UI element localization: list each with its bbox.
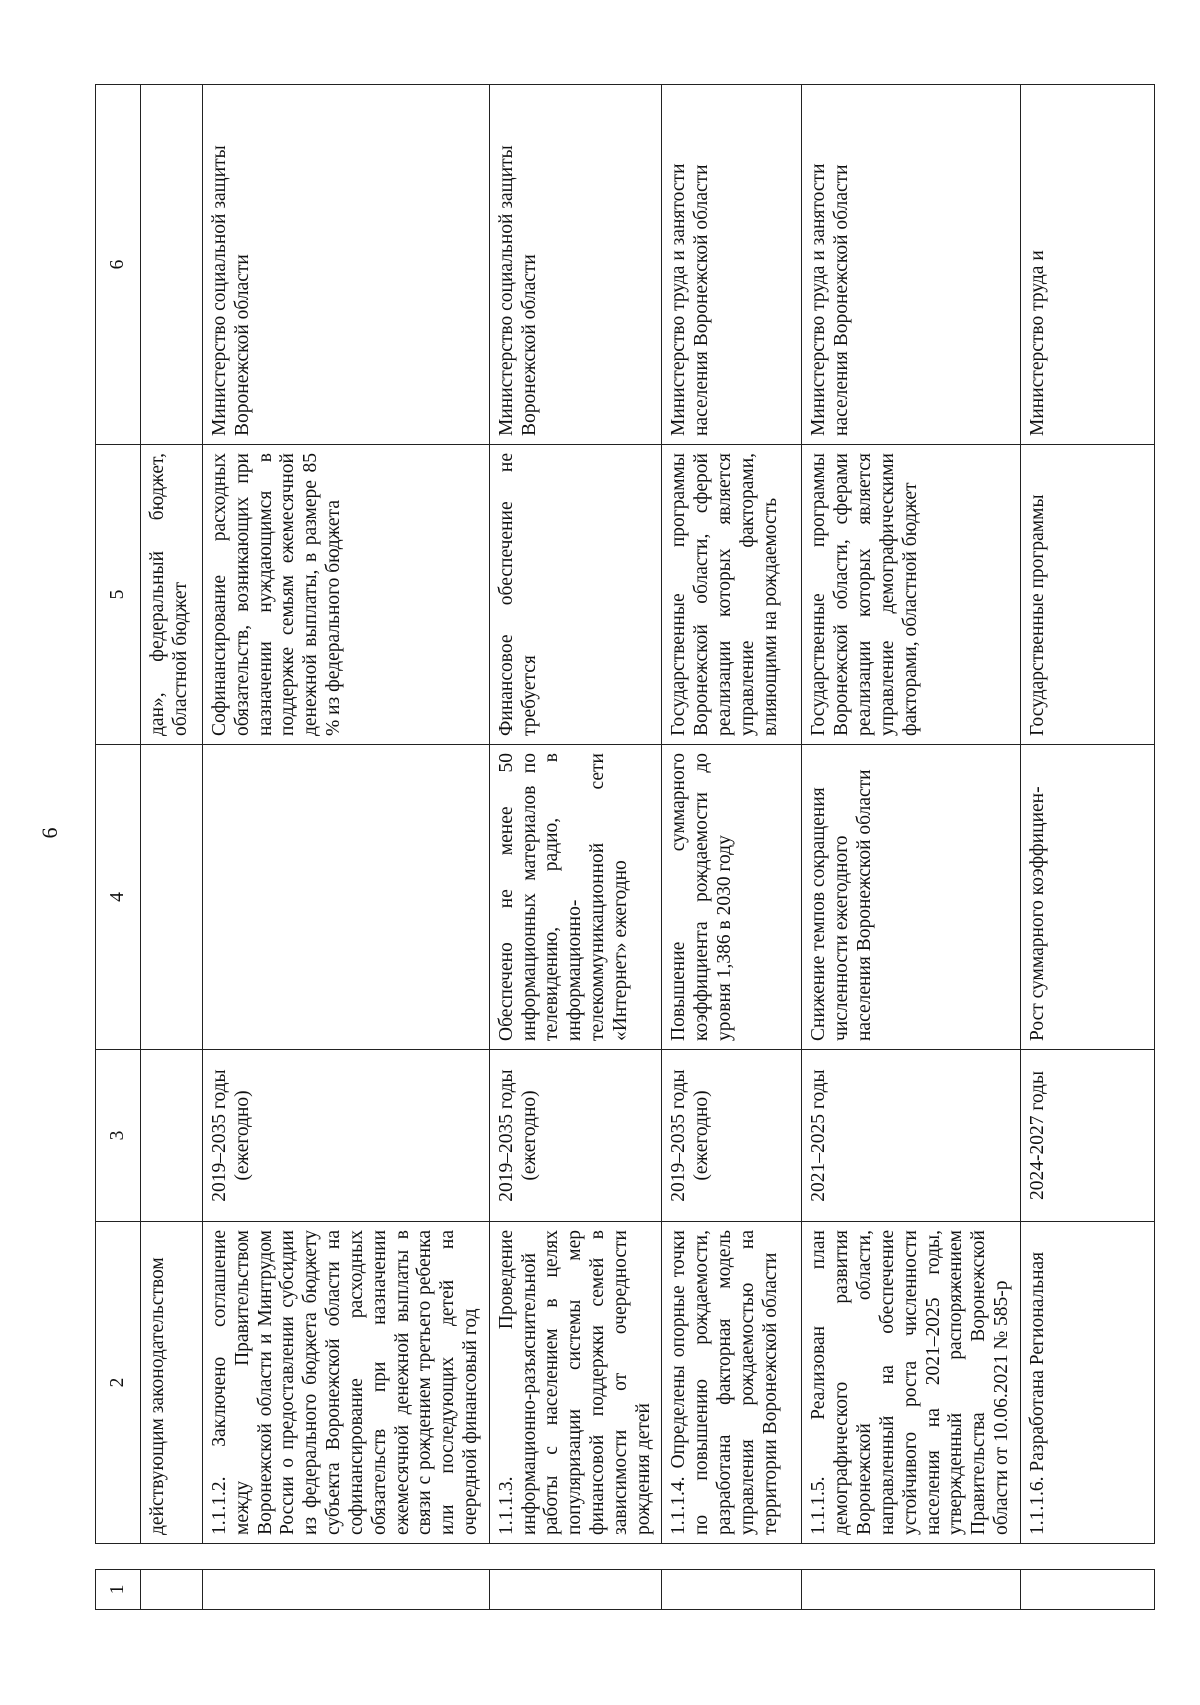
table-cell: Повышение суммарного коэффициента рождаемости до уровня 1,386 в 2030 году — [662, 745, 802, 1050]
header-col-3: 3 — [96, 1050, 141, 1222]
rotated-page-content — [95, 85, 1155, 1610]
gap-col — [96, 1544, 141, 1570]
table-cell: 1.1.1.4. Определены опорные точки по повышению рождаемости, разработана факторная модель управления рождаемостью на территории Воронежской области — [662, 1222, 802, 1544]
table-cell: 2024-2027 годы — [1020, 1050, 1154, 1222]
gap-col — [1020, 1544, 1154, 1570]
gap-col — [489, 1544, 662, 1570]
table-cell: 1.1.1.6. Разработана Региональная — [1020, 1222, 1154, 1544]
table-row — [802, 85, 1020, 1610]
table-cell: Министерство социальной защиты Воронежской области — [489, 85, 662, 445]
header-col-4: 4 — [96, 745, 141, 1050]
table-cell — [141, 1570, 203, 1610]
header-col-5: 5 — [96, 445, 141, 745]
table-cell: 2019–2035 годы (ежегодно) — [489, 1050, 662, 1222]
table-cell: Финансовое обеспечение не требуется — [489, 445, 662, 745]
table-cell — [489, 1570, 662, 1610]
table-cell: 2019–2035 годы (ежегодно) — [662, 1050, 802, 1222]
table-row — [1020, 85, 1154, 1610]
table-cell: 1.1.1.3. Проведение информационно-разъяснительной работы с населением в целях популяризации системы мер финансовой поддержки семей в зависимости от очередности рождения детей — [489, 1222, 662, 1544]
table-cell — [203, 1570, 490, 1610]
header-col-2: 2 — [96, 1222, 141, 1544]
table-cell: дан», федеральный бюджет, областной бюджет — [141, 445, 203, 745]
gap-col — [203, 1544, 490, 1570]
table-cell: 1.1.1.5. Реализован план демографического развития Воронежской области, направленный на обеспечение устойчивого роста численности населения на 2021–2025 годы, утвержденный распоряжением Правительства Воронежской области от 10.06.2021 № 585-р — [802, 1222, 1020, 1544]
table-cell: Снижение темпов сокращения численности ежегодного населения Воронежской области — [802, 745, 1020, 1050]
table-cell: 2021–2025 годы — [802, 1050, 1020, 1222]
table-cell: Министерство социальной защиты Воронежской области — [203, 85, 490, 445]
table-row — [662, 85, 802, 1610]
table-cell: Министерство труда и занятости населения Воронежской области — [802, 85, 1020, 445]
table-cell: Министерство труда и занятости населения Воронежской области — [662, 85, 802, 445]
table-cell — [802, 1570, 1020, 1610]
header-col-6: 6 — [96, 85, 141, 445]
page-number: 6 — [37, 827, 62, 839]
table-row — [141, 85, 203, 1610]
table-cell — [1020, 1570, 1154, 1610]
plan-table — [95, 84, 1155, 1610]
table-cell — [662, 1570, 802, 1610]
table-cell: Государственные программы Воронежской области, сферой реализации которых является управление факторами, влияющими на рождаемость — [662, 445, 802, 745]
table-cell: 2019–2035 годы (ежегодно) — [203, 1050, 490, 1222]
table-cell: Софинансирование расходных обязательств, возникающих при назначении нуждающимся в поддержке семьям ежемесячной денежной выплаты, в размере 85 % из федерального бюджета — [203, 445, 490, 745]
table-row — [489, 85, 662, 1610]
table-cell — [203, 745, 490, 1050]
table-cell: действующим законодательством — [141, 1222, 203, 1544]
header-row — [96, 85, 141, 1610]
table-cell: Государственные программы — [1020, 445, 1154, 745]
table-cell — [141, 1050, 203, 1222]
table-cell — [141, 745, 203, 1050]
gap-col — [662, 1544, 802, 1570]
table-cell: Государственные программы Воронежской области, сферами реализации которых является управление демографическими факторами, областной бюджет — [802, 445, 1020, 745]
table-cell — [141, 85, 203, 445]
gap-col — [802, 1544, 1020, 1570]
header-col-1: 1 — [96, 1570, 141, 1610]
gap-col — [141, 1544, 203, 1570]
table-cell: Министерство труда и — [1020, 85, 1154, 445]
table-row — [203, 85, 490, 1610]
table-cell: Рост суммарного коэффициен- — [1020, 745, 1154, 1050]
table-cell: Обеспечено не менее 50 информационных материалов по телевидению, радио, в информационно-телекоммуникационной сети «Интернет» ежегодно — [489, 745, 662, 1050]
table-cell: 1.1.1.2. Заключено соглашение между Правительством Воронежской области и Минтрудом России о предоставлении субсидии из федерального бюджета бюджету субъекта Воронежской области на софинансирование расходных обязательств при назначении ежемесячной денежной выплаты в связи с рождением третьего ребенка или последующих детей на очередной финансовый год — [203, 1222, 490, 1544]
